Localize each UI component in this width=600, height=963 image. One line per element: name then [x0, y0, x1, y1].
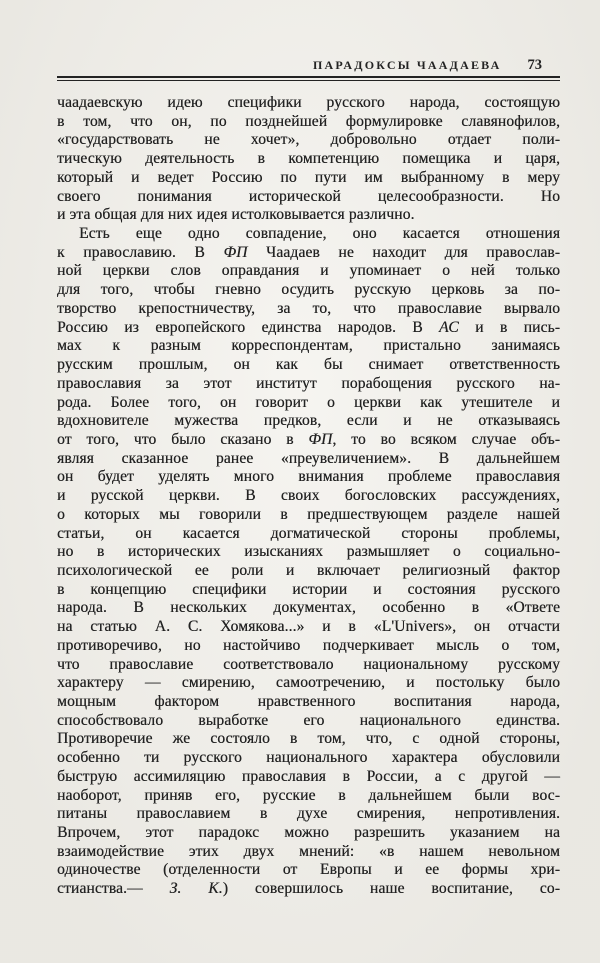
text-line: народа. В нескольких документах, особенно в «Ответе	[57, 599, 560, 617]
text-line: являя сказанное ранее «преувеличением». В дальнейшем	[57, 449, 560, 467]
text-line: в концепцию специфики истории и состояния русского	[57, 580, 560, 598]
text-line: Противоречие же состояло в том, что, с одной стороны,	[57, 730, 560, 748]
text-line: питаны православием в духе смирения, непротивления.	[57, 805, 560, 823]
text-line: к православию. В ФП Чаадаев не находит для православ-	[57, 243, 560, 261]
text-line: Есть еще одно совпадение, оно касается отношения	[79, 225, 560, 243]
header-rule	[57, 76, 560, 81]
page-number: 73	[527, 57, 542, 73]
text-line: русским прошлым, он как бы снимает ответственность	[57, 356, 560, 374]
text-line: психологической ее роли и включает религиозный фактор	[57, 561, 560, 579]
text-line: чаадаевскую идею специфики русского народа, состоящую	[57, 94, 560, 111]
text-line: «государствовать не хочет», добровольно отдает поли-	[57, 131, 560, 149]
text-line: в том, что он, по позднейшей формулировке славянофилов,	[57, 112, 560, 130]
text-line: рода. Более того, он говорит о церкви как утешителе и	[57, 393, 560, 411]
text-line: статьи, он касается догматической стороны проблемы,	[57, 524, 560, 542]
text-line: от того, что было сказано в ФП, то во всяком случае объ-	[57, 430, 560, 448]
text-line: и русской церкви. В своих богословских рассуждениях,	[57, 487, 560, 505]
text-line: мощным фактором нравственного воспитания народа,	[57, 693, 560, 710]
text-line: Впрочем, этот парадокс можно разрешить указанием на	[57, 824, 560, 842]
page-body	[57, 94, 560, 899]
text-line: быструю ассимиляцию православия в России, а с другой —	[57, 767, 560, 785]
text-line: творство крепостничеству, за то, что православие вырвало	[57, 299, 560, 317]
text-line: православия за этот институт порабощения русского на-	[57, 374, 560, 392]
text-line: взаимодействие этих двух мнений: «в нашем невольном	[57, 842, 560, 860]
running-head-title: ПАРАДОКСЫ ЧААДАЕВА	[313, 58, 502, 72]
text-line: и эта общая для них идея истолковывается различно.	[57, 206, 415, 224]
text-line: о которых мы говорили в предшествующем разделе нашей	[57, 505, 560, 523]
text-line: наоборот, приняв его, русские в дальнейшем были вос-	[57, 786, 560, 804]
text-line: он будет уделять много внимания проблеме православия	[57, 468, 560, 486]
text-line: но в исторических изысканиях размышляет о социально-	[57, 543, 560, 561]
text-line: мах к разным корреспондентам, пристально занимаясь	[57, 337, 560, 355]
text-line: стианства.— З. К.) совершилось наше воспитание, со-	[57, 880, 560, 898]
text-line: Россию из европейского единства народов. В АС и в пись-	[57, 318, 560, 336]
text-line: способствовало выработке его национального единства.	[57, 711, 560, 729]
text-line: вдохновителе мужества предков, если и не отказываясь	[57, 412, 560, 430]
running-head	[57, 57, 560, 74]
text-line: одиночестве (отделенности от Европы и ее формы хри-	[57, 861, 560, 879]
text-line: своего понимания исторической целесообразности. Но	[57, 187, 560, 205]
text-line: особенно ти русского национального характера обусловили	[57, 749, 560, 767]
text-line: для того, чтобы гневно осудить русскую церковь за по-	[57, 281, 560, 299]
text-line: ной церкви слов оправдания и упоминает о ней только	[57, 262, 560, 280]
text-line: на статью А. С. Хомякова...» и в «L'Univers», он отчасти	[57, 618, 560, 636]
text-line: тическую деятельность в компетенцию помещика и царя,	[57, 150, 560, 168]
text-line: характеру — смирению, самоотречению, и постольку было	[57, 674, 560, 692]
text-line: который и ведет Россию по пути им выбранному в меру	[57, 168, 560, 186]
text-line: противоречиво, но настойчиво подчеркивает мысль о том,	[57, 636, 560, 654]
text-line: что православие соответствовало национальному русскому	[57, 655, 560, 673]
